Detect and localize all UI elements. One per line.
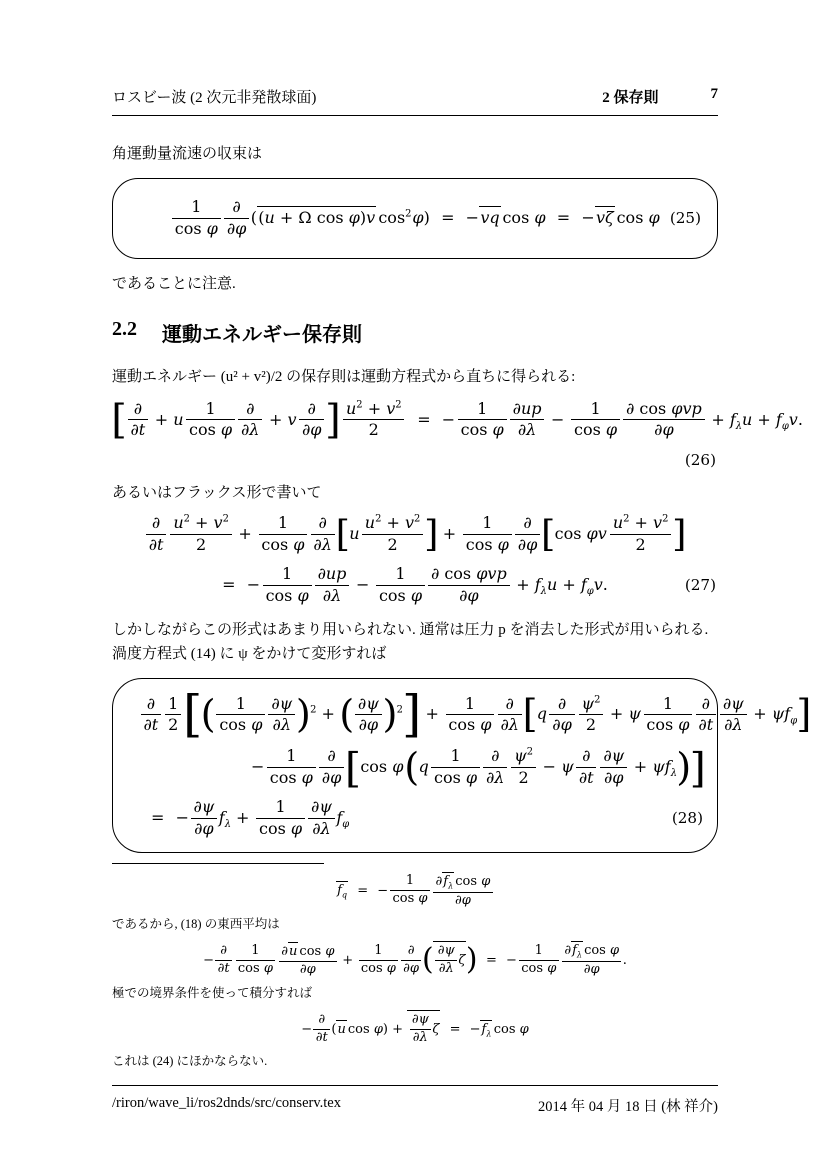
equation-box-25 xyxy=(112,178,718,259)
equation-box-28 xyxy=(112,678,812,852)
section-heading xyxy=(112,318,718,347)
footnote-text-1: であるから, (18) の東西平均は xyxy=(112,916,280,931)
paragraph-kinetic-energy: 運動エネルギー (u² + v²)/2 の保存則は運動方程式から直ちに得られる: xyxy=(112,368,576,385)
header-title: ロスビー波 (2 次元非発散球面) xyxy=(112,90,317,106)
equation-27: $\frac{\partial}{\partial t}$ $\frac{u^2 + v^2}{2}$ + $\frac{1}{\text{cos φ}}$ $\frac{\partial}{\partial\lambda}$ [u $\frac{u^2 + v^2}{2}$ ] + $\frac{1}{\text{cos φ}}$ $\frac{\partial}{\partial\varphi}$ [cos φv $\frac{u^2 + v^2}{2}$ ] = − $\frac{1}{\text{cos φ}}$ $\frac{\partial up}{\partial\lambda}$ − $\frac{1}{\text{cos φ}}$ $\frac{\text{∂ cos φvp}}{\partial\varphi}$ + $f_\lambda u + f_\varphi v$. (27) xyxy=(112,509,718,610)
paragraph-however: しかしながらこの形式はあまり用いられない. 通常は圧力 p を消去した形式が用いられる. 渦度方程式 (14) に ψ をかけて変形すれば xyxy=(112,622,709,663)
footer-date-author: 2014 年 04 月 18 日 (林 祥介) xyxy=(537,1098,718,1115)
equation-26: [ $\frac{\partial}{\partial t}$ + u $\frac{1}{\text{cos φ}}$ $\frac{\partial}{\partial\lambda}$ + v $\frac{\partial}{\partial\varphi}$ ] $\frac{u^2 + v^2}{2}$ = − $\frac{1}{\text{cos φ}}$ $\frac{\partial up}{\partial\lambda}$ − $\frac{1}{\text{cos φ}}$ $\frac{\text{∂ cos φvp}}{\partial\varphi}$ + $f_\lambda u + f_\varphi v$. (26) xyxy=(111,396,803,470)
footer-file-path: /riron/wave_li/ros2dnds/src/conserv.tex xyxy=(112,1094,341,1111)
section-number: 2.2 xyxy=(112,317,137,340)
footnote-equation-2: − $\frac{\partial}{\partial t}$ $\frac{1}{\text{cos φ}}$ $\frac{\text{∂u cos φ}}{\partial\varphi}$ + $\frac{1}{\text{cos φ}}$ $\frac{\partial}{\partial\varphi}$ ( $\frac{\partial\psi}{\partial\lambda}$ ζ) = − $\frac{1}{\text{cos φ}}$ $\frac{\partial f_\lambda \cos \varphi}{\partial\varphi}$ . xyxy=(203,941,627,978)
page-content xyxy=(111,86,812,1116)
equation-28: $\frac{\partial}{\partial t}$ $\frac{1}{2}$ [( $\frac{1}{\text{cos φ}}$ $\frac{\partial\psi}{\partial\lambda}$ )$^2$ + ( $\frac{\partial\psi}{\partial\varphi}$ )$^2$] + $\frac{1}{\text{cos φ}}$ $\frac{\partial}{\partial\lambda}$ [q $\frac{\partial}{\partial\varphi}$ $\frac{\psi^2}{2}$ + ψ $\frac{1}{\text{cos φ}}$ $\frac{\partial}{\partial t}$ $\frac{\partial\psi}{\partial\lambda}$ + $\psi f_\varphi$] − $\frac{1}{\text{cos φ}}$ $\frac{\partial}{\partial\varphi}$ [cos φ(q $\frac{1}{\text{cos φ}}$ $\frac{\partial}{\partial\lambda}$ $\frac{\psi^2}{2}$ − ψ $\frac{\partial}{\partial t}$ $\frac{\partial\psi}{\partial\varphi}$ + $\psi f_\lambda$)] = − $\frac{\partial\psi}{\partial\varphi}$ $f_\lambda$ + $\frac{1}{\text{cos φ}}$ $\frac{\partial\psi}{\partial\lambda}$ $f_\varphi$ (28) xyxy=(125,687,705,843)
paragraph-note: であることに注意. xyxy=(112,275,236,292)
footnote-text-3: これは (24) にほかならない. xyxy=(112,1053,268,1068)
header-right xyxy=(602,86,718,107)
footnote-equation-1: $f_q$ = − $\frac{1}{\text{cos φ}}$ $\frac{\partial f_\lambda \cos \varphi}{\partial\varphi}$ xyxy=(112,868,718,914)
header-page-number: 7 xyxy=(710,86,718,102)
paragraph-flux-form: あるいはフラックス形で書いて xyxy=(112,485,322,502)
footnote-equation-3: − $\frac{\partial}{\partial t}$ (u cos φ) + $\frac{\partial\psi}{\partial\lambda}$ $\zeta = -f_\lambda$ cos φ xyxy=(301,1011,529,1045)
footnote-rule xyxy=(112,863,324,864)
page-header xyxy=(112,86,718,116)
header-section-label: 2 保存則 xyxy=(602,90,659,106)
footnote-text-2: 極での境界条件を使って積分すれば xyxy=(112,985,313,1000)
footnote-area xyxy=(112,863,718,1071)
page-footer xyxy=(112,1085,718,1116)
equation-25: $\frac{1}{\text{cos φ}}$ $\frac{\partial}{\partial\varphi}$ ((u + Ω cos φ)v $\cos^2\varphi) = -vq$ cos φ = −vζ cos φ (25) xyxy=(127,193,703,244)
section-title: 運動エネルギー保存則 xyxy=(162,323,362,346)
paragraph-intro: 角運動量流速の収束は xyxy=(112,146,263,162)
